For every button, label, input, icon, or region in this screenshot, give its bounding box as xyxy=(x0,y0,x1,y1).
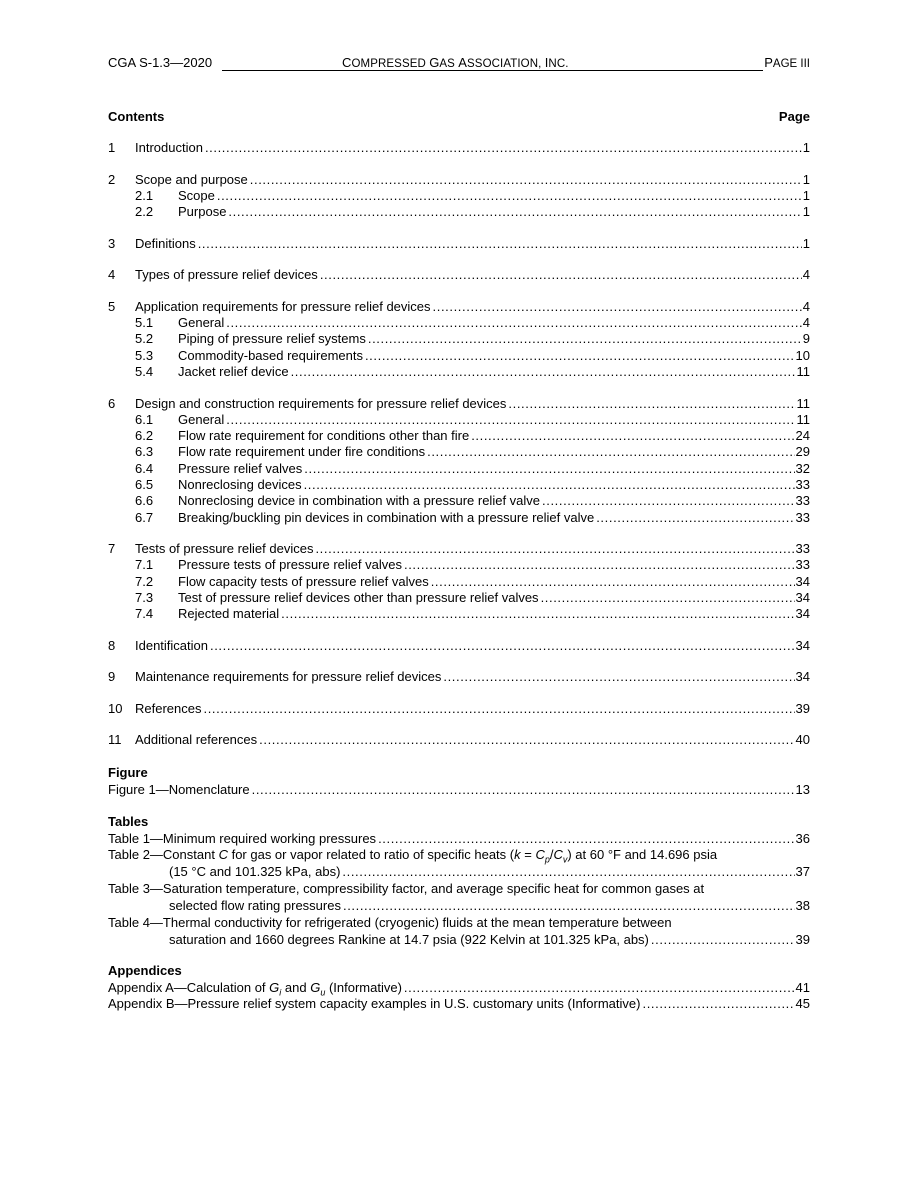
figure-entry[interactable]: Figure 1—Nomenclature ..... 13 xyxy=(108,782,810,798)
table-entry-line2[interactable]: (15 °C and 101.325 kPa, abs) ..... 37 xyxy=(108,864,810,880)
table-entry-line2[interactable]: selected flow rating pressures ..... 38 xyxy=(108,898,810,914)
tables-section-title: Tables xyxy=(108,814,149,829)
table-2-line1[interactable]: Table 2—Constant C for gas or vapor related to ratio of specific heats $(k = C_p/C_v)$ at 60 °F and 14.696 psia xyxy=(108,847,718,865)
appendix-entry[interactable]: Appendix A—Calculation of $G_i$ and $G_u$ (Informative) ..... 41 xyxy=(108,980,810,996)
toc-entry[interactable]: 1 Introduction ..... 1 xyxy=(108,140,810,156)
toc-subentry[interactable]: 7.4 Rejected material ..... 34 xyxy=(108,606,810,622)
toc-entry[interactable]: 9 Maintenance requirements for pressure relief devices ..... 34 xyxy=(108,669,810,685)
toc-entry[interactable]: 6 Design and construction requirements for pressure relief devices ..... 11 xyxy=(108,396,810,412)
appendices-section-title: Appendices xyxy=(108,963,182,978)
table-entry-line2[interactable]: saturation and 1660 degrees Rankine at 14.7 psia (922 Kelvin at 101.325 kPa, abs) ..... 39 xyxy=(108,932,810,948)
page-number: PAGE III xyxy=(764,55,810,70)
toc-entry[interactable]: 3 Definitions ..... 1 xyxy=(108,236,810,252)
page-column-label: Page xyxy=(778,109,810,124)
table-4-line1[interactable]: Table 4—Thermal conductivity for refrigerated (cryogenic) fluids at the mean temperature between xyxy=(108,915,672,930)
toc-subentry[interactable]: 6.3 Flow rate requirement under fire conditions ..... 29 xyxy=(108,444,810,460)
toc-subentry[interactable]: 2.2 Purpose ..... 1 xyxy=(108,204,810,220)
table-entry[interactable]: Table 1—Minimum required working pressures ..... 36 xyxy=(108,831,810,847)
toc-subentry[interactable]: 7.3 Test of pressure relief devices other than pressure relief valves ..... 34 xyxy=(108,590,810,606)
toc-entry[interactable]: 8 Identification ..... 34 xyxy=(108,638,810,654)
toc-subentry[interactable]: 6.5 Nonreclosing devices ..... 33 xyxy=(108,477,810,493)
figure-section-title: Figure xyxy=(108,765,148,780)
toc-subentry[interactable]: 7.1 Pressure tests of pressure relief valves ..... 33 xyxy=(108,557,810,573)
table-3-line1[interactable]: Table 3—Saturation temperature, compressibility factor, and average specific heat for common gases at xyxy=(108,881,705,896)
toc-entry[interactable]: 4 Types of pressure relief devices ..... 4 xyxy=(108,267,810,283)
toc-entry[interactable]: 5 Application requirements for pressure relief devices ..... 4 xyxy=(108,299,810,315)
table-of-contents xyxy=(108,0,810,1188)
toc-entry[interactable]: 11 Additional references ..... 40 xyxy=(108,732,810,748)
organization-name: COMPRESSED GAS ASSOCIATION, INC. xyxy=(342,55,569,70)
toc-subentry[interactable]: 7.2 Flow capacity tests of pressure relief valves ..... 34 xyxy=(108,574,810,590)
toc-subentry[interactable]: 6.2 Flow rate requirement for conditions other than fire ..... 24 xyxy=(108,428,810,444)
toc-subentry[interactable]: 5.2 Piping of pressure relief systems ..... 9 xyxy=(108,331,810,347)
contents-title: Contents xyxy=(108,109,165,124)
toc-subentry[interactable]: 5.3 Commodity-based requirements ..... 10 xyxy=(108,348,810,364)
toc-subentry[interactable]: 2.1 Scope ..... 1 xyxy=(108,188,810,204)
toc-subentry[interactable]: 6.4 Pressure relief valves ..... 32 xyxy=(108,461,810,477)
toc-subentry[interactable]: 5.4 Jacket relief device ..... 11 xyxy=(108,364,810,380)
toc-subentry[interactable]: 6.1 General ..... 11 xyxy=(108,412,810,428)
toc-entry[interactable]: 10 References ..... 39 xyxy=(108,701,810,717)
appendix-entry[interactable]: Appendix B—Pressure relief system capacity examples in U.S. customary units (Informative) ..... 45 xyxy=(108,996,810,1012)
toc-subentry[interactable]: 6.6 Nonreclosing device in combination with a pressure relief valve ..... 33 xyxy=(108,493,810,509)
document-id: CGA S-1.3—2020 xyxy=(108,55,213,70)
toc-subentry[interactable]: 5.1 General ..... 4 xyxy=(108,315,810,331)
toc-entry[interactable]: 2 Scope and purpose ..... 1 xyxy=(108,172,810,188)
toc-subentry[interactable]: 6.7 Breaking/buckling pin devices in combination with a pressure relief valve ..... 33 xyxy=(108,510,810,526)
toc-entry[interactable]: 7 Tests of pressure relief devices ..... 33 xyxy=(108,541,810,557)
